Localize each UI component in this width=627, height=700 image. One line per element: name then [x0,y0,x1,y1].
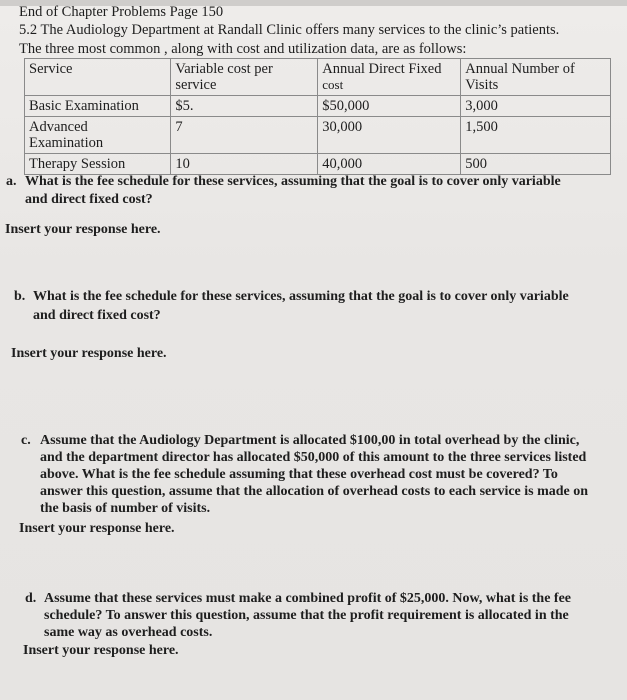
question-c-line-3: above. What is the fee schedule assuming that these overhead cost must be covered? To [40,467,558,482]
question-c-line-4: answer this question, assume that the allocation of overhead costs to each service is made on [40,484,589,499]
question-b-line-1: What is the fee schedule for these services, assuming that the goal is to cover only variable [33,289,569,304]
question-d-label: d. [25,591,37,606]
question-c-line-1: Assume that the Audiology Department is allocated $100,00 in total overhead by the clinic, [40,433,580,448]
cell-variable: 10 [171,154,318,175]
question-b-label: b. [14,289,26,304]
problem-intro-line-2: The three most common , along with cost and utilization data, are as follows: [19,41,467,57]
cell-fixed: $50,000 [318,96,461,117]
cell-variable: 7 [171,117,318,154]
question-a-line-2: and direct fixed cost? [25,192,153,207]
question-a-line-1: What is the fee schedule for these services, assuming that the goal is to cover only variable [25,174,561,189]
cell-variable: $5. [171,96,318,117]
header-service: Service [25,59,171,96]
cell-visits: 1,500 [461,117,611,154]
table-row [25,117,611,154]
table-row [25,96,611,117]
question-a-label: a. [6,174,17,189]
problem-intro-line-1: 5.2 The Audiology Department at Randall Clinic offers many services to the clinic’s patients. [19,22,560,38]
table-header-row [25,59,611,96]
question-d-line-1: Assume that these services must make a combined profit of $25,000. Now, what is the fee [44,591,572,606]
cell-visits: 500 [461,154,611,175]
header-visits: Annual Number of Visits [461,59,611,96]
chapter-title: End of Chapter Problems Page 150 [19,4,224,20]
cost-utilization-table [24,58,611,175]
header-variable-cost: Variable cost per service [171,59,318,96]
cell-service: Advanced Examination [25,117,171,154]
cell-visits: 3,000 [461,96,611,117]
response-b[interactable]: Insert your response here. [11,346,167,361]
table-row [25,154,611,175]
question-c-line-2: and the department director has allocated $50,000 of this amount to the three services listed [40,450,587,465]
header-fixed-cost: Annual Direct Fixed cost [318,59,461,96]
cell-service: Basic Examination [25,96,171,117]
response-a[interactable]: Insert your response here. [5,222,161,237]
cell-service: Therapy Session [25,154,171,175]
question-b-line-2: and direct fixed cost? [33,308,161,323]
cell-fixed: 40,000 [318,154,461,175]
question-c-label: c. [21,433,31,448]
response-c[interactable]: Insert your response here. [19,521,175,536]
question-d-line-3: same way as overhead costs. [44,625,213,640]
response-d[interactable]: Insert your response here. [23,643,179,658]
cell-fixed: 30,000 [318,117,461,154]
question-c-line-5: the basis of number of visits. [40,501,211,516]
question-d-line-2: schedule? To answer this question, assume that the profit requirement is allocated in the [44,608,569,623]
